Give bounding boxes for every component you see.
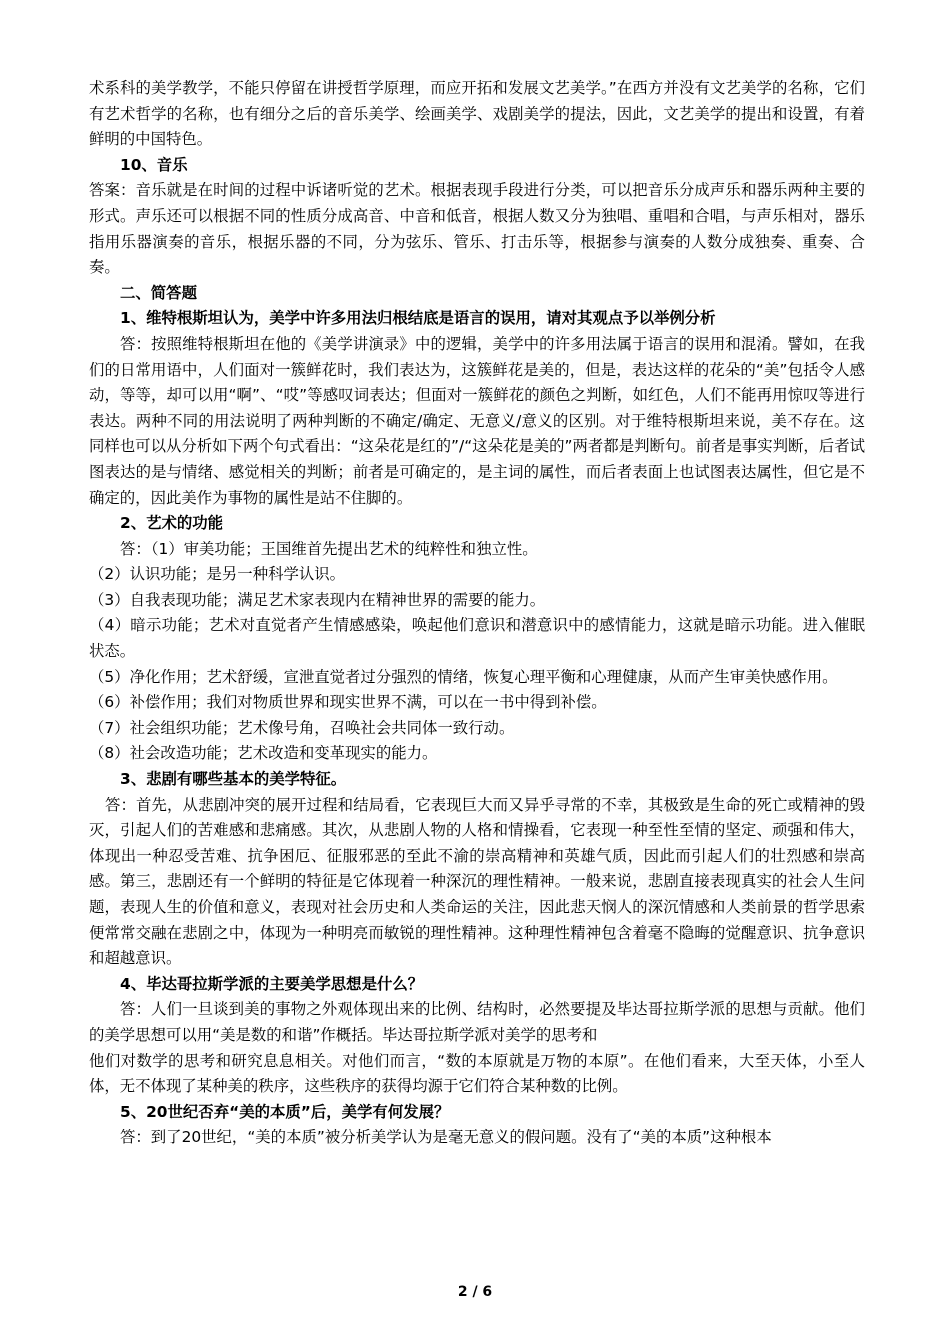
question-4-answer-continued: 他们对数学的思考和研究息息相关。对他们而言，“数的本原就是万物的本原”。在他们看来，大至天体，小至人体，无不体现了某种美的秩序，这些秩序的获得均源于它们符合某种数的比例。 <box>89 1051 865 1096</box>
art-function-item-8: （8）社会改造功能；艺术改造和变革现实的能力。 <box>89 744 438 763</box>
document-body <box>89 76 865 1151</box>
art-function-item-7: （7）社会组织功能；艺术像号角，召唤社会共同体一致行动。 <box>89 718 515 737</box>
art-function-item-3: （3）自我表现功能；满足艺术家表现内在精神世界的需要的能力。 <box>89 590 546 609</box>
paragraph-intro-continued: 术系科的美学教学，不能只停留在讲授哲学原理，而应开拓和发展文艺美学。”在西方并没有文艺美学的名称，它们有艺术哲学的名称，也有细分之后的音乐美学、绘画美学、戏剧美学的提法，因此，文艺美学的提出和设置，有着鲜明的中国特色。 <box>89 79 865 149</box>
question-5-heading: 5、20世纪否弃“美的本质”后，美学有何发展？ <box>120 1102 450 1121</box>
question-5-answer: 答：到了20世纪，“美的本质”被分析美学认为是毫无意义的假问题。没有了“美的本质”这种根本 <box>120 1128 772 1147</box>
section-heading-short-answer: 二、简答题 <box>120 283 197 302</box>
question-1-heading: 1、维特根斯坦认为，美学中许多用法归根结底是语言的误用，请对其观点予以举例分析 <box>120 309 716 328</box>
art-function-item-4: （4）暗示功能；艺术对直觉者产生情感感染，唤起他们意识和潜意识中的感情能力，这就是暗示功能。进入催眠状态。 <box>89 616 865 661</box>
question-3-heading: 3、悲剧有哪些基本的美学特征。 <box>120 770 347 789</box>
art-function-item-2: （2）认识功能；是另一种科学认识。 <box>89 565 346 584</box>
question-3-answer: 答：首先，从悲剧冲突的展开过程和结局看，它表现巨大而又异乎寻常的不幸，其极致是生命的死亡或精神的毁灭，引起人们的苦难感和悲痛感。其次，从悲剧人物的人格和情操看，它表现一种至性至情的坚定、顽强和伟大，体现出一种忍受苦难、抗争困厄、征服邪恶的至此不渝的崇高精神和英雄气质，因此而引起人们的壮烈感和崇高感。第三，悲剧还有一个鲜明的特征是它体现着一种深沉的理性精神。一般来说，悲剧直接表现真实的社会人生问题，表现人生的价值和意义，表现对社会历史和人类命运的关注，因此悲天悯人的深沉情感和人类前景的哲学思索便常常交融在悲剧之中，体现为一种明亮而敏锐的理性精神。这种理性精神包含着毫不隐晦的觉醒意识、抗争意识和超越意识。 <box>89 795 865 968</box>
question-1-answer: 答：按照维特根斯坦在他的《美学讲演录》中的逻辑，美学中的许多用法属于语言的误用和混淆。譬如，在我们的日常用语中，人们面对一簇鲜花时，我们表达为，这簇鲜花是美的，但是，表达这样的花朵的“美”包括令人感动，等等，却可以用“啊”、“哎”等感叹词表达；但面对一簇鲜花的颜色之判断，如红色，人们不能再用惊叹等进行表达。两种不同的用法说明了两种判断的不确定/确定、无意义/意义的区别。对于维特根斯坦来说，美不存在。这同样也可以从分析如下两个句式看出：“这朵花是红的”/“这朵花是美的”两者都是判断句。前者是事实判断，后者试图表达的是与情绪、感觉相关的判断；前者是可确定的，是主词的属性，而后者表面上也试图表达属性，但它是不确定的，因此美作为事物的属性是站不住脚的。 <box>89 334 865 507</box>
art-function-item-5: （5）净化作用；艺术舒缓，宣泄直觉者过分强烈的情绪，恢复心理平衡和心理健康，从而产生审美快感作用。 <box>89 667 838 686</box>
page-number: 2 / 6 <box>457 1284 493 1300</box>
art-function-item-1: 答：（1）审美功能；王国维首先提出艺术的纯粹性和独立性。 <box>120 539 538 558</box>
question-2-heading: 2、艺术的功能 <box>120 514 224 533</box>
question-4-heading: 4、毕达哥拉斯学派的主要美学思想是什么？ <box>120 974 424 993</box>
heading-music: 10、音乐 <box>120 155 188 174</box>
art-function-item-6: （6）补偿作用；我们对物质世界和现实世界不满，可以在一书中得到补偿。 <box>89 693 607 712</box>
paragraph-music-answer: 答案：音乐就是在时间的过程中诉诸听觉的艺术。根据表现手段进行分类，可以把音乐分成声乐和器乐两种主要的形式。声乐还可以根据不同的性质分成高音、中音和低音，根据人数又分为独唱、重唱和合唱，与声乐相对，器乐指用乐器演奏的音乐，根据乐器的不同，分为弦乐、管乐、打击乐等，根据参与演奏的人数分成独奏、重奏、合奏。 <box>89 181 865 277</box>
question-4-answer: 答：人们一旦谈到美的事物之外观体现出来的比例、结构时，必然要提及毕达哥拉斯学派的思想与贡献。他们的美学思想可以用“美是数的和谐”作概括。毕达哥拉斯学派对美学的思考和 <box>89 1000 865 1044</box>
